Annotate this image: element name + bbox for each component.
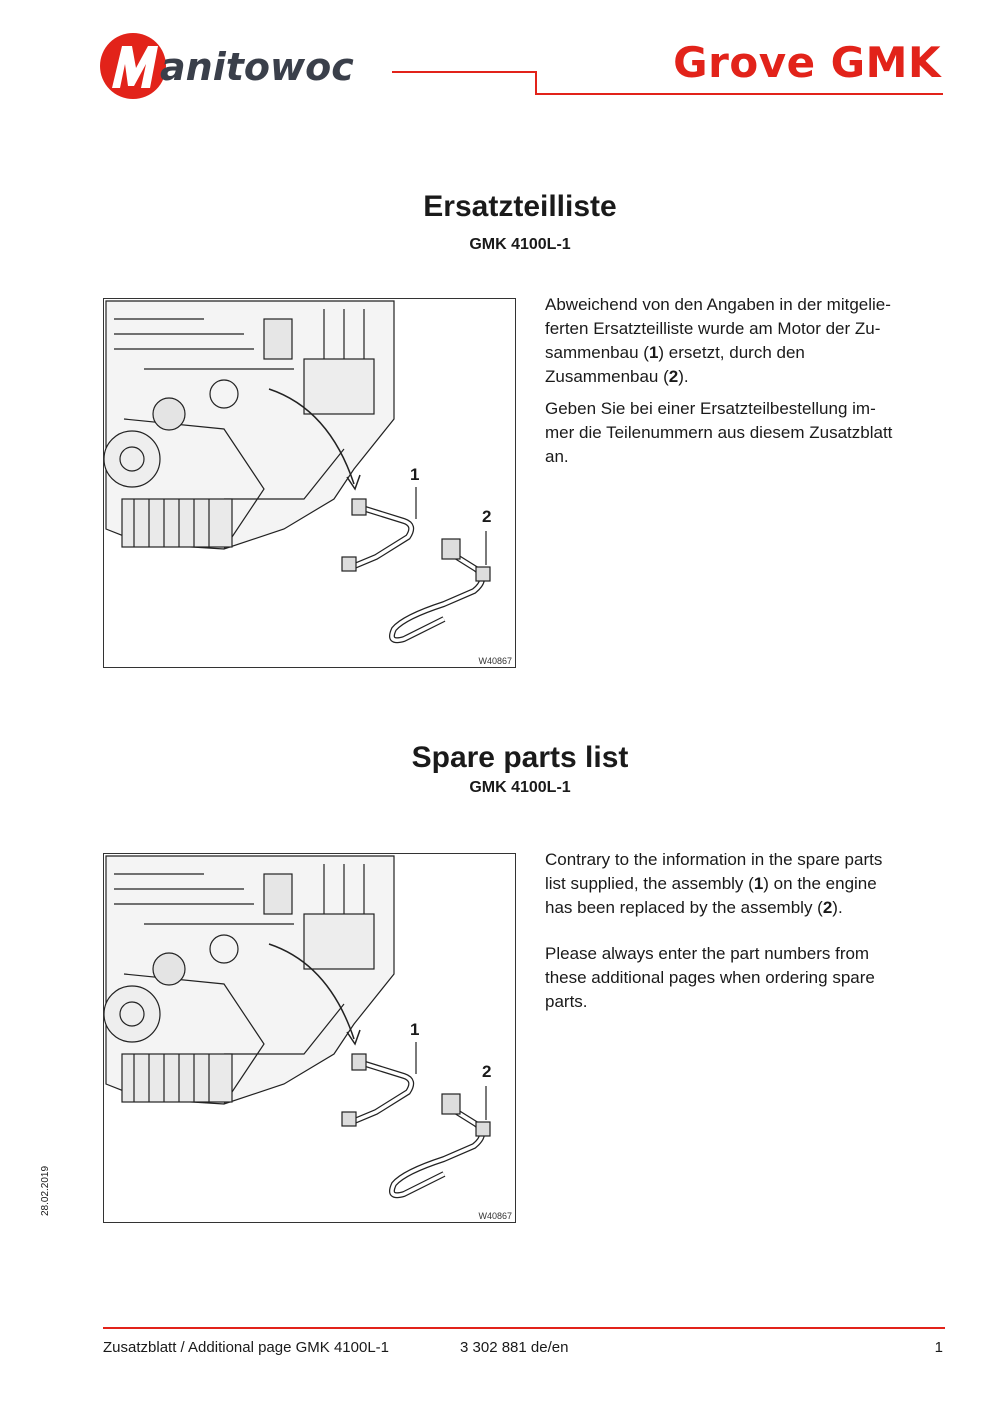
line: mer die Teilenummern aus diesem Zusatzblatt (545, 423, 893, 442)
paragraph-2 (545, 942, 945, 1014)
figure-code: W40867 (478, 656, 512, 666)
callout-2: 2 (482, 507, 492, 526)
paragraph-2 (545, 397, 945, 469)
body-text-de (545, 293, 945, 477)
footer-doc-number: 3 302 881 de/en (460, 1339, 569, 1356)
engine-drawing (104, 854, 516, 1223)
line: parts. (545, 992, 588, 1011)
section-title-de: Ersatzteilliste (423, 190, 617, 223)
section-model-de: GMK 4100L-1 (469, 236, 571, 253)
brand-title: Grove GMK (673, 38, 941, 87)
manitowoc-logo (98, 30, 398, 108)
line: an. (545, 447, 569, 466)
line: Geben Sie bei einer Ersatzteilbestellung im- (545, 399, 876, 418)
callout-1: 1 (410, 465, 420, 484)
line: sammenbau (1) ersetzt, durch den (545, 343, 805, 362)
figure-code: W40867 (478, 1211, 512, 1221)
engine-figure-de (103, 298, 516, 668)
line: Abweichend von den Angaben in der mitgelie- (545, 295, 891, 314)
line: Zusammenbau (2). (545, 367, 689, 386)
callout-2: 2 (482, 1062, 492, 1081)
engine-figure-en (103, 853, 516, 1223)
page-number: 1 (934, 1339, 943, 1356)
callout-1: 1 (410, 1020, 420, 1039)
svg-text:anitowoc: anitowoc (160, 45, 354, 89)
footer-rule (103, 1327, 945, 1329)
line: ferten Ersatzteilliste wurde am Motor der Zu- (545, 319, 881, 338)
paragraph-1 (545, 848, 945, 920)
line: has been replaced by the assembly (2). (545, 898, 843, 917)
line: Contrary to the information in the spare parts (545, 850, 883, 869)
footer-title: Zusatzblatt / Additional page GMK 4100L-1 (103, 1339, 390, 1356)
line: Please always enter the part numbers from (545, 944, 870, 963)
line: list supplied, the assembly (1) on the engine (545, 874, 877, 893)
body-text-en (545, 848, 945, 1022)
engine-drawing (104, 299, 516, 668)
paragraph-1 (545, 293, 945, 389)
section-model-en: GMK 4100L-1 (469, 779, 571, 796)
line: these additional pages when ordering spare (545, 968, 875, 987)
section-title-en: Spare parts list (411, 741, 629, 774)
side-date: 28.02.2019 (40, 1165, 51, 1216)
